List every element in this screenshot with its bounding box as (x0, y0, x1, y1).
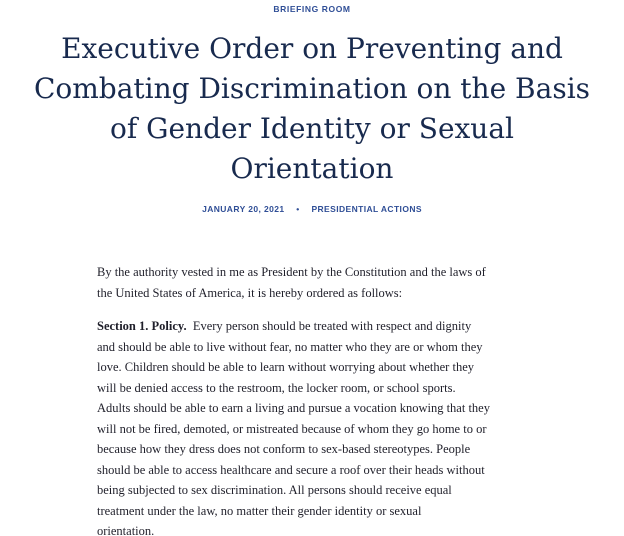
category-link[interactable]: PRESIDENTIAL ACTIONS (311, 204, 422, 214)
briefing-room-link[interactable]: BRIEFING ROOM (273, 4, 351, 14)
paragraph-line: and should be able to live without fear, no matter who they are or whom they (97, 339, 483, 354)
paragraph-line: being subjected to sex discrimination. All persons should receive equal (97, 483, 452, 497)
title-line: of Gender Identity or Sexual (109, 112, 514, 145)
paragraph-line: By the authority vested in me as President by the Constitution and the laws of (97, 265, 486, 279)
post-date: JANUARY 20, 2021 (202, 204, 285, 214)
article-body (97, 262, 537, 536)
section-heading: Section 1. Policy. (97, 319, 187, 333)
paragraph-line: will not be fired, demoted, or mistreated because of whom they go home to or (97, 421, 487, 436)
intro-paragraph (97, 262, 537, 303)
page-title (0, 29, 624, 189)
paragraph-line: the United States of America, it is hereby ordered as follows: (97, 285, 403, 300)
title-line: Orientation (230, 152, 394, 185)
paragraph-line: should be able to access healthcare and secure a roof over their heads without (97, 462, 485, 477)
paragraph-line: orientation. (97, 524, 155, 536)
paragraph-line: love. Children should be able to learn without worrying about whether they (97, 360, 474, 374)
paragraph-line (97, 316, 537, 337)
meta-separator: • (296, 204, 300, 214)
paragraph-line: because how they dress does not conform to sex-based stereotypes. People (97, 442, 471, 456)
paragraph-line: Adults should be able to earn a living and pursue a vocation knowing that they (97, 401, 490, 415)
section-text: Every person should be treated with respect and dignity (186, 319, 472, 333)
paragraph-line: will be denied access to the restroom, the locker room, or school sports. (97, 380, 456, 395)
title-line: Executive Order on Preventing and (61, 32, 563, 65)
title-line: Combating Discrimination on the Basis (33, 72, 591, 105)
paragraph-line: treatment under the law, no matter their gender identity or sexual (97, 503, 422, 518)
section-1-paragraph (97, 316, 537, 536)
post-meta (0, 204, 624, 214)
